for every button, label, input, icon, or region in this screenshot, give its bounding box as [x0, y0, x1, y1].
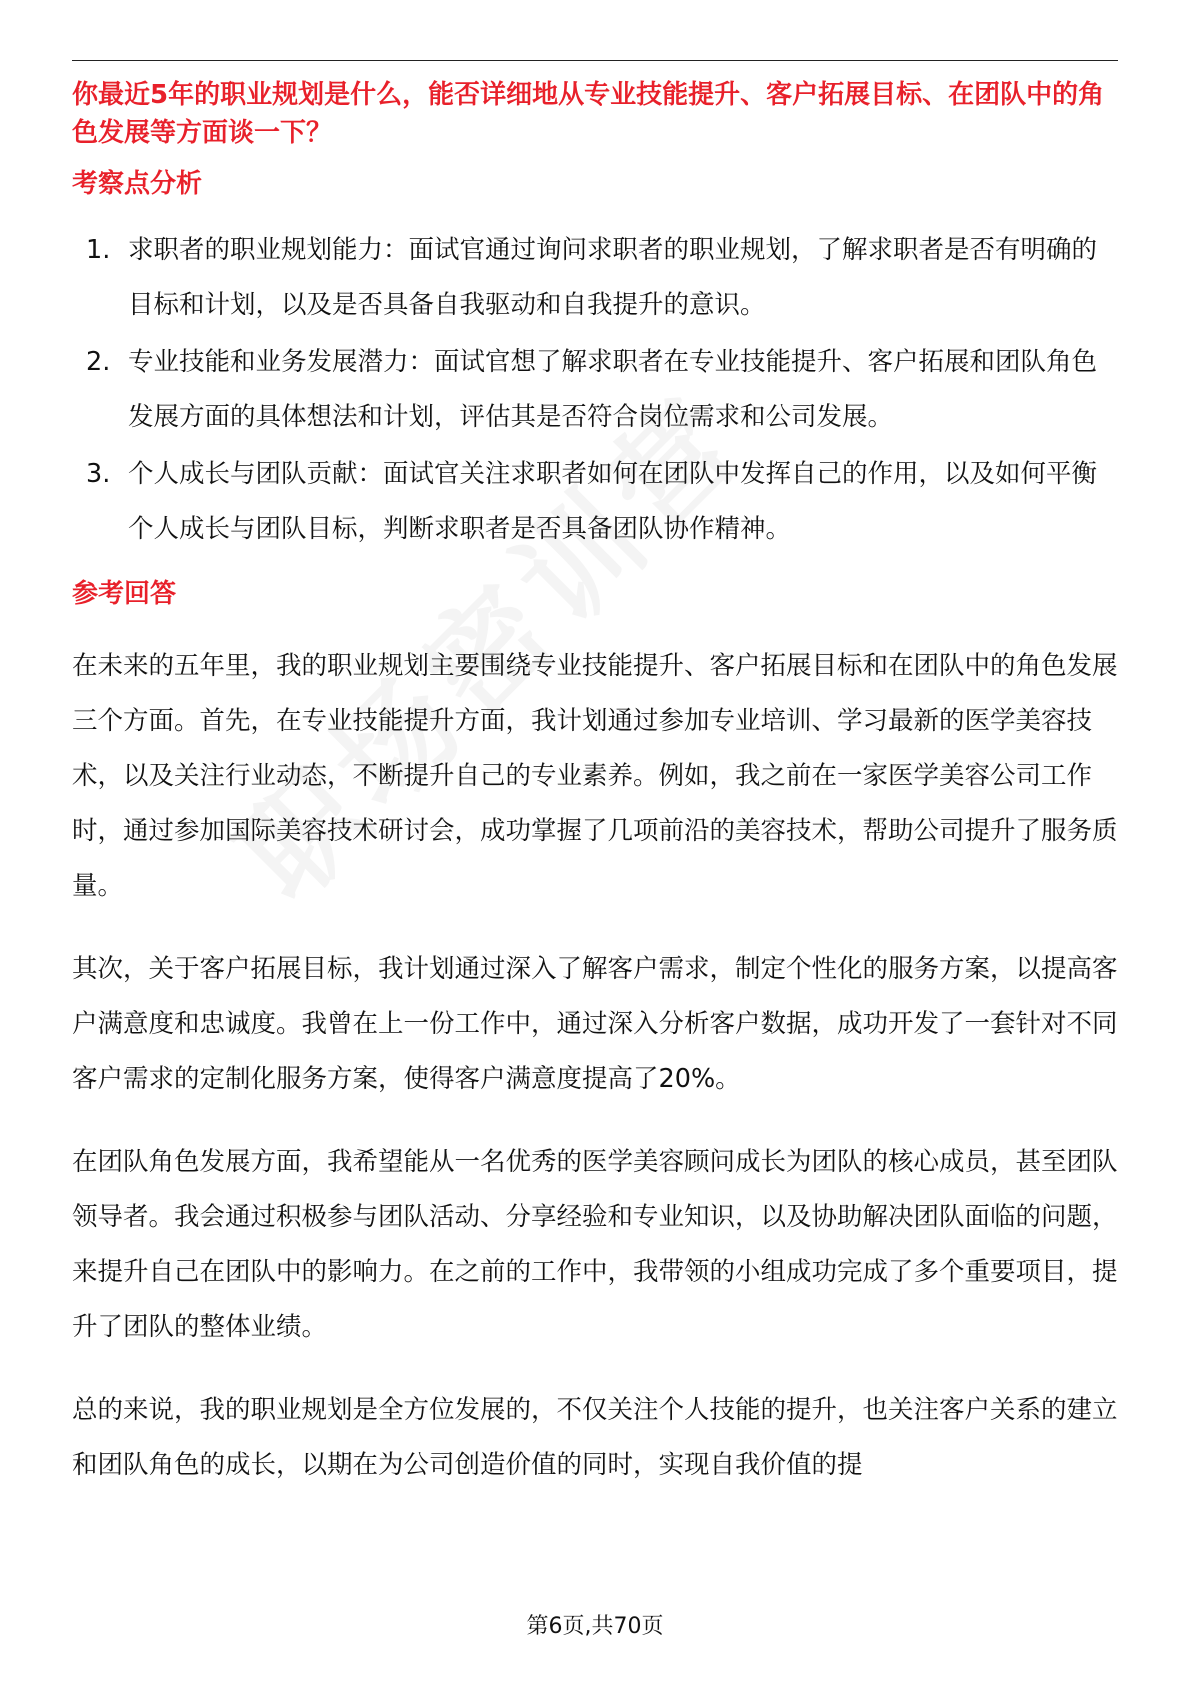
analysis-list	[72, 223, 1118, 557]
answer-paragraph: 在团队角色发展方面，我希望能从一名优秀的医学美容顾问成长为团队的核心成员，甚至团队领导者。我会通过积极参与团队活动、分享经验和专业知识，以及协助解决团队面临的问题，来提升自己在团队中的影响力。在之前的工作中，我带领的小组成功完成了多个重要项目，提升了团队的整体业绩。	[72, 1147, 1118, 1342]
document-body	[72, 76, 1118, 1493]
answer-paragraph: 在未来的五年里，我的职业规划主要围绕专业技能提升、客户拓展目标和在团队中的角色发展三个方面。首先，在专业技能提升方面，我计划通过参加专业培训、学习最新的医学美容技术，以及关注行业动态，不断提升自己的专业素养。例如，我之前在一家医学美容公司工作时，通过参加国际美容技术研讨会，成功掌握了几项前沿的美容技术，帮助公司提升了服务质量。	[72, 651, 1118, 901]
answer-paragraph: 其次，关于客户拓展目标，我计划通过深入了解客户需求，制定个性化的服务方案，以提高客户满意度和忠诚度。我曾在上一份工作中，通过深入分析客户数据，成功开发了一套针对不同客户需求的定制化服务方案，使得客户满意度提高了20%。	[72, 954, 1118, 1094]
list-number: 2.	[86, 347, 111, 377]
analysis-section-title: 考察点分析	[72, 169, 203, 199]
header-divider	[72, 60, 1118, 61]
answer-section-title: 参考回答	[72, 579, 177, 609]
analysis-item-text: 个人成长与团队贡献：面试官关注求职者如何在团队中发挥自己的作用，以及如何平衡个人成长与团队目标，判断求职者是否具备团队协作精神。	[128, 459, 1098, 544]
interview-question: 你最近5年的职业规划是什么，能否详细地从专业技能提升、客户拓展目标、在团队中的角色发展等方面谈一下？	[72, 80, 1105, 148]
page-number: 第6页,共70页	[526, 1614, 664, 1639]
list-number: 1.	[86, 235, 111, 265]
analysis-item-text: 求职者的职业规划能力：面试官通过询问求职者的职业规划，了解求职者是否有明确的目标和计划，以及是否具备自我驱动和自我提升的意识。	[128, 235, 1098, 320]
analysis-item	[72, 223, 1118, 333]
list-number: 3.	[86, 459, 111, 489]
analysis-item-text: 专业技能和业务发展潜力：面试官想了解求职者在专业技能提升、客户拓展和团队角色发展方面的具体想法和计划，评估其是否符合岗位需求和公司发展。	[128, 347, 1098, 432]
answer-paragraph: 总的来说，我的职业规划是全方位发展的，不仅关注个人技能的提升，也关注客户关系的建立和团队角色的成长，以期在为公司创造价值的同时，实现自我价值的提	[72, 1395, 1118, 1480]
analysis-item	[72, 447, 1118, 557]
analysis-item	[72, 335, 1118, 445]
